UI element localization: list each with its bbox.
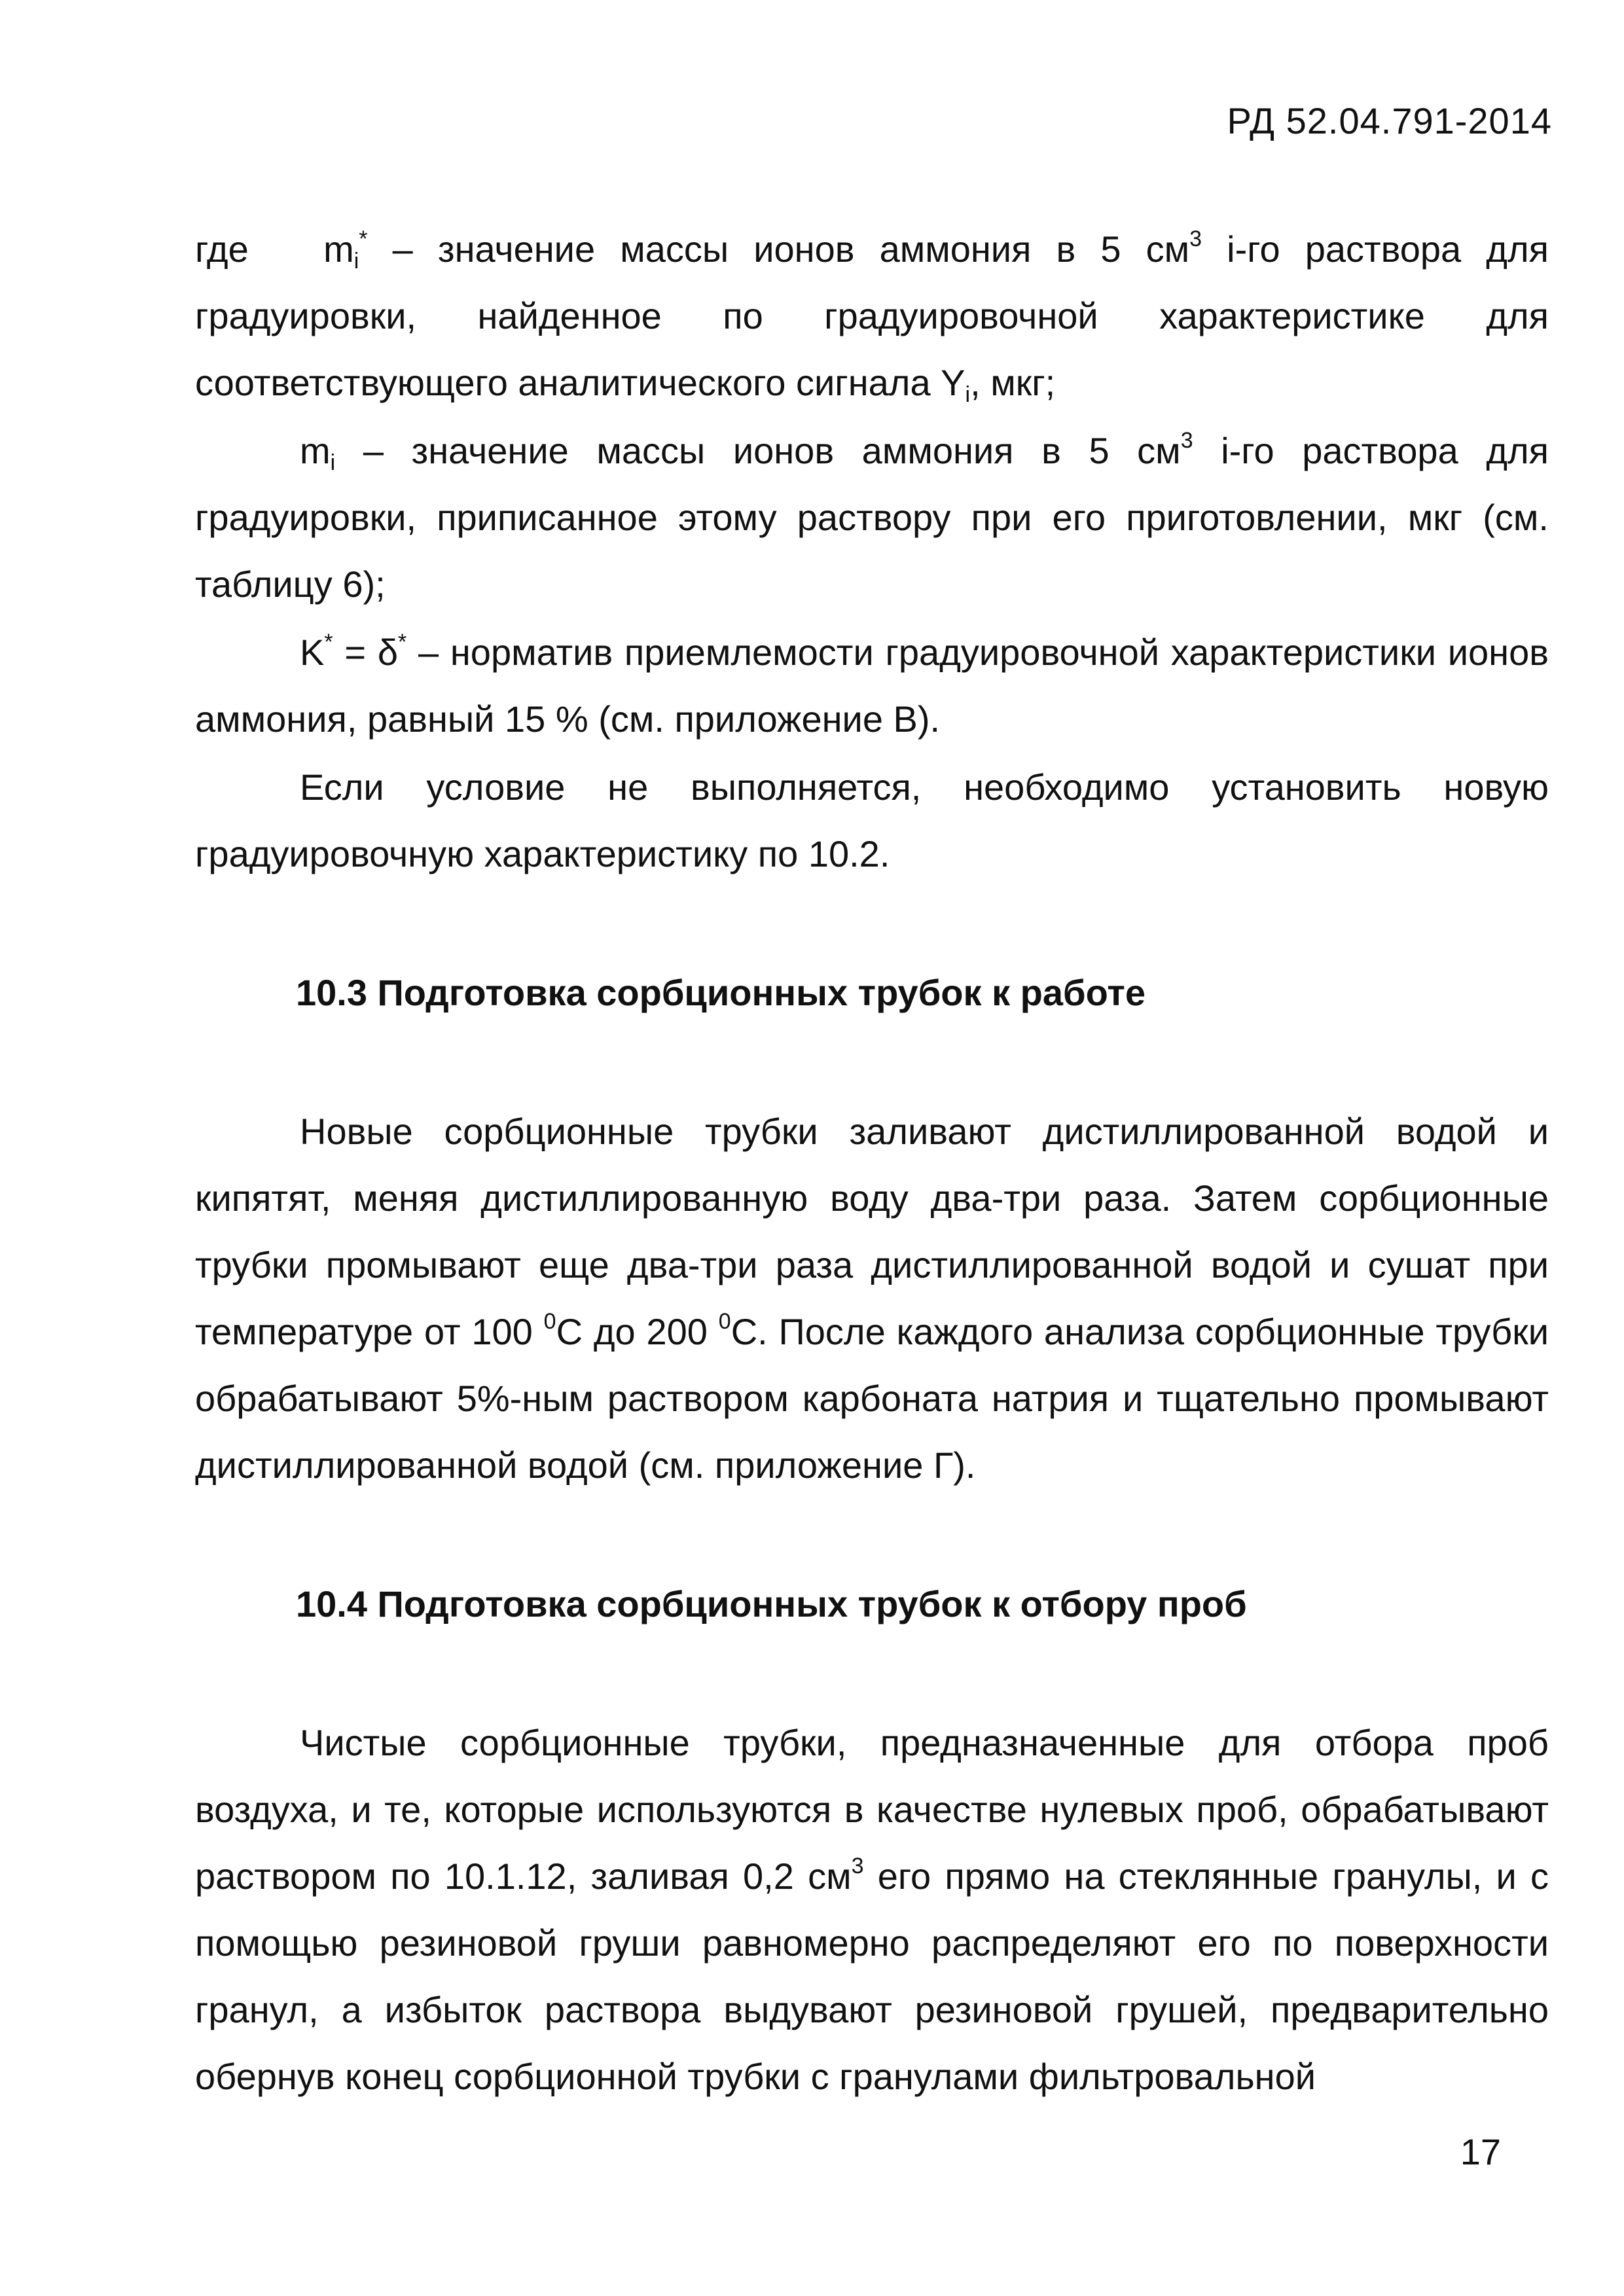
symbol-m: m [300,430,331,471]
paragraph-text: С. После каждого анализа сорбционные трубки обрабатывают 5%-ным раствором карбоната натрия и тщательно промывают дистиллированной водой (см. приложение Г). [195,1311,1549,1486]
paragraph-text: его прямо на стеклянные гранулы, и с помощью резиновой груши равномерно распределяют его по поверхности гранул, а избыток раствора выдувают резиновой грушей, предварительно обернув конец сорбционной трубки с гранулами фильтровальной [195,1856,1549,2097]
definition-lead-word: где [195,228,249,270]
signal-subscript: i [965,382,971,407]
symbol-k-superscript: * [324,630,333,655]
definition-text: i-го раствора для градуировки, найденное по градуировочной характеристике для соответствующего аналитического сигнала Y [195,228,1549,403]
unit-superscript: 3 [1189,226,1202,251]
definition-m-star [195,216,1549,416]
definition-text: – значение массы ионов аммония в 5 см [335,430,1181,471]
document-code: РД 52.04.791-2014 [1227,100,1552,141]
definition-m [195,418,1549,618]
symbol-m-superscript: * [359,226,368,251]
section-heading-10-3: 10.3 Подготовка сорбционных трубок к работе [296,972,1146,1013]
definition-text: – норматив приемлемости градуировочной характеристики ионов аммония, равный 15 % (см. приложение В). [195,632,1549,740]
page-number: 17 [1460,2131,1501,2172]
definition-text: i-го раствора для градуировки, приписанное этому раствору при его приготовлении, мкг (см. таблицу 6); [195,430,1549,605]
symbol-k: K [300,632,325,673]
degree-superscript: 0 [718,1309,731,1334]
symbol-m-subscript: i [330,450,336,475]
unit-superscript: 3 [851,1854,864,1878]
symbol-delta: δ [377,632,398,673]
definition-text: , мкг; [970,362,1056,403]
equals-sign: = [333,632,378,673]
page-body [195,216,1549,2110]
paragraph-text: Чистые сорбционные трубки, предназначенные для отбора проб воздуха, и те, которые используются в качестве нулевых проб, обрабатывают раствором по 10.1.12, заливая 0,2 см [195,1722,1549,1897]
symbol-m: m [323,228,354,270]
symbol-delta-superscript: * [397,630,407,655]
definition-k [195,619,1549,753]
degree-superscript: 0 [543,1309,556,1334]
unit-superscript: 3 [1180,428,1193,453]
definition-text: – значение массы ионов аммония в 5 см [367,228,1190,270]
paragraph-text: С до 200 [556,1311,719,1352]
section-10-3-paragraph [195,1098,1549,1499]
condition-note: Если условие не выполняется, необходимо установить новую градуировочную характеристику по 10.2. [195,766,1549,874]
symbol-m-subscript: i [353,249,359,274]
section-heading-10-4: 10.4 Подготовка сорбционных трубок к отбору проб [296,1583,1247,1624]
section-10-4-paragraph [195,1710,1549,2110]
paragraph-text: Новые сорбционные трубки заливают дистиллированной водой и кипятят, меняя дистиллированную воду два-три раза. Затем сорбционные трубки промывают еще два-три раза дистиллированной водой и сушат при температуре от 100 [195,1111,1549,1352]
